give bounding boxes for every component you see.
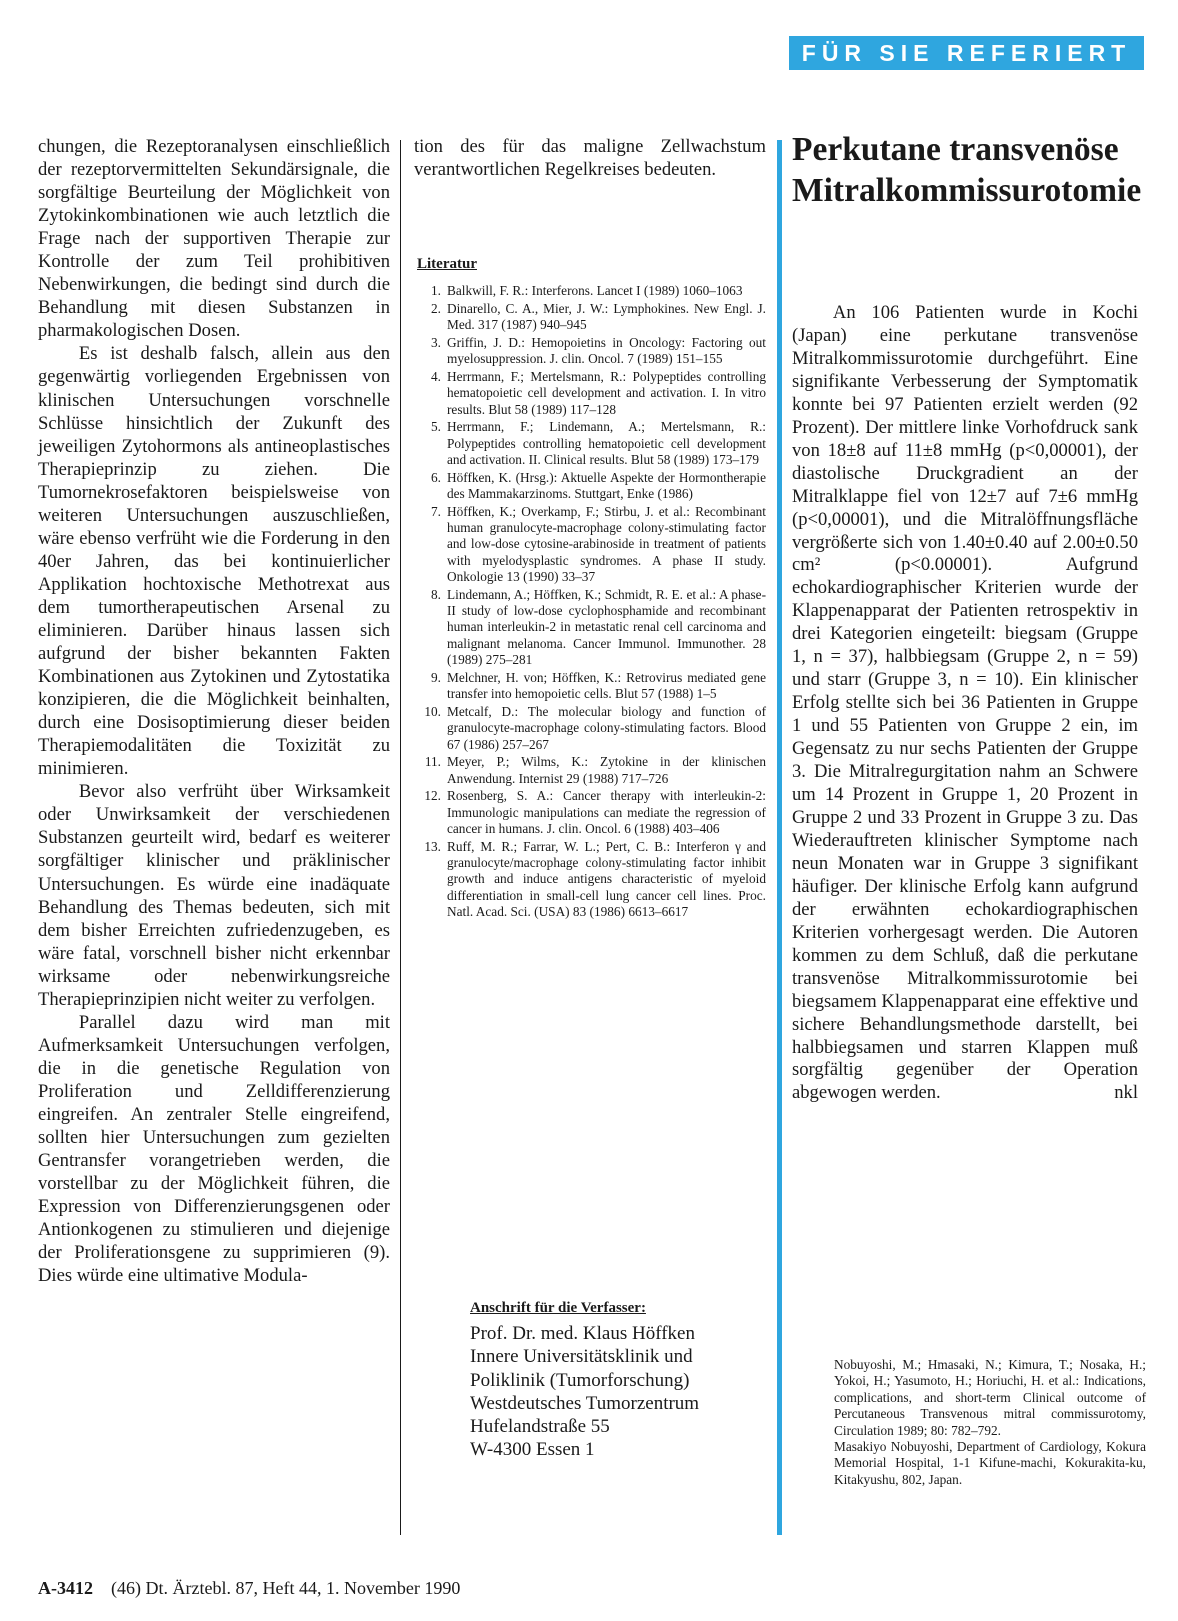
address-line: W-4300 Essen 1 bbox=[470, 1439, 595, 1461]
address-heading: Anschrift für die Verfasser: bbox=[470, 1300, 646, 1316]
address-line: Westdeutsches Tumorzentrum bbox=[470, 1392, 700, 1414]
reference-list bbox=[414, 283, 766, 922]
page-number: A-3412 bbox=[38, 1578, 93, 1598]
reference-item bbox=[414, 788, 766, 837]
reference-text: Griffin, J. D.: Hemopoietins in Oncology: Factoring out myelosuppression. J. clin. Oncol. 7 (1989) 151–155 bbox=[447, 334, 766, 367]
address-line: Poliklinik (Tumorforschung) bbox=[470, 1369, 690, 1391]
author-address bbox=[470, 1300, 770, 1462]
reference-number: 8. bbox=[431, 586, 441, 602]
reference-number: 4. bbox=[431, 368, 441, 384]
paragraph: Bevor also verfrüht über Wirksamkeit oder Unwirksamkeit der verschiedenen Substanzen geurteilt wird, bedarf es weiterer sorgfältiger klinischer und präklinischer Untersuchungen. Es würde eine inadäquate Behandlung des Themas bedeuten, sich mit dem bisher Erreichten zufriedenzugeben, es wäre fatal, vorschnell bisher nicht erkennbar wirksame oder nebenwirkungsreiche Therapieprinzipien nicht weiter zu verfolgen. bbox=[38, 781, 390, 1010]
reference-number: 13. bbox=[424, 838, 441, 854]
reference-text: Metcalf, D.: The molecular biology and function of granulocyte-macrophage colony-stimulating factors. Blood 67 (1986) 257–267 bbox=[447, 703, 766, 752]
reference-item bbox=[414, 754, 766, 787]
paragraph: Es ist deshalb falsch, allein aus den gegenwärtig vorliegenden Ergebnissen von klinischen Untersuchungen vorschnelle Schlüsse hinsichtlich der Zukunft des jeweiligen Zytohormons als antineoplastisches Therapieprinzip zu ziehen. Die Tumornekrosefaktoren beispielsweise von weiteren Untersuchungen auszuschließen, wäre ebenso verfrüht wie die Forderung in den 40er Jahren, das bei kontinuierlicher Applikation hochtoxische Methotrexat aus dem tumortherapeutischen Arsenal zu eliminieren. Darüber hinaus lassen sich aufgrund der bisher bekannten Fakten Kombinationen aus Zytokinen und Zytostatika konzipieren, die die Möglichkeit beinhalten, durch eine Dosisoptimierung dieser beiden Therapiemodalitäten die Toxizität zu minimieren. bbox=[38, 343, 390, 780]
reference-number: 1. bbox=[431, 283, 441, 298]
reference-number: 7. bbox=[431, 503, 441, 519]
reference-text: Herrmann, F.; Lindemann, A.; Mertelsmann, R.: Polypeptides controlling hematopoietic cell development and activation. II. Clinical results. Blut 58 (1989) 173–179 bbox=[447, 419, 766, 467]
reference-item bbox=[414, 470, 766, 503]
reference-item bbox=[414, 839, 766, 920]
reference-item bbox=[414, 504, 766, 585]
literature-heading: Literatur bbox=[417, 256, 477, 272]
reference-item bbox=[414, 419, 766, 468]
main-text-column bbox=[38, 135, 390, 1287]
reference-number: 11. bbox=[424, 754, 441, 770]
author-signature: nkl bbox=[1114, 1082, 1138, 1104]
reference-item bbox=[414, 704, 766, 753]
reference-number: 2. bbox=[431, 300, 441, 316]
reference-number: 12. bbox=[424, 788, 441, 804]
reference-text: Meyer, P.; Wilms, K.: Zytokine in der klinischen Anwendung. Internist 29 (1988) 717–726 bbox=[447, 754, 766, 786]
address-line: Prof. Dr. med. Klaus Höffken bbox=[470, 1323, 695, 1344]
reference-item bbox=[414, 587, 766, 668]
reference-text: Höffken, K.; Overkamp, F.; Stirbu, J. et al.: Recombinant human granulocyte-macrophage colony-stimulating factor and low-dose cytosine-arabinoside in treatment of patients with myelodysplastic syndromes. A phase II study. Onkologie 13 (1990) 33–37 bbox=[447, 503, 766, 585]
article-citation bbox=[834, 1357, 1146, 1488]
reference-item bbox=[414, 670, 766, 703]
reference-number: 9. bbox=[431, 669, 441, 685]
reference-text: Ruff, M. R.; Farrar, W. L.; Pert, C. B.: Interferon γ and granulocyte/macrophage colony-stimulating factor inhibit growth and induce antigens characteristic of myeloid differentiation in small-cell lung cancer cell lines. Proc. Natl. Acad. Sci. (USA) 83 (1986) 6613–6617 bbox=[447, 838, 766, 919]
reference-text: Höffken, K. (Hrsg.): Aktuelle Aspekte der Hormontherapie des Mammakarzinoms. Stuttgart, Enke (1986) bbox=[447, 469, 766, 502]
section-tag: FÜR SIE REFERIERT bbox=[789, 36, 1144, 70]
article-body-text: An 106 Patienten wurde in Kochi (Japan) eine perkutane transvenöse Mitralkommissurotomie durchgeführt. Eine signifikante Verbesserung der Symptomatik konnte bei 97 Patienten erzielt werden (92 Prozent). Der mittlere linke Vorhofdruck sank von 18±8 auf 11±8 mmHg (p<0,00001), der diastolische Druckgradient an der Mitralklappe fiel von 12±7 auf 7±6 mmHg (p<0,00001), und die Mitralöffnungsfläche vergrößerte sich von 1.40±0.40 auf 2.00±0.50 cm² (p<0.00001). Aufgrund echokardiographischer Kriterien wurde der Klappenapparat der Patienten retrospektiv in drei Kategorien eingeteilt: biegsam (Gruppe 1, n = 37), halbbiegsam (Gruppe 2, n = 59) und starr (Gruppe 3, n = 10). Ein klinischer Erfolg stellte sich bei 36 Patienten in Gruppe 1 und 55 Patienten von Gruppe 2 ein, im Gegensatz zu nur sechs Patienten der Gruppe 3. Die Mitralregurgitation nahm an Schwere um 14 Prozent in Gruppe 1, 20 Prozent in Gruppe 2 und 33 Prozent in Gruppe 3 zu. Das Wiederauftreten klinischer Symptome nach neun Monaten war in Gruppe 3 signifikant häufiger. Der klinische Erfolg kann aufgrund der erwähnten echokardiographischen Kriterien vorhergesagt werden. Die Autoren kommen zu dem Schluß, daß die perkutane transvenöse Mitralkommissurotomie bei biegsamem Klappenapparat eine effektive und sichere Behandlungsmethode darstellt, bei halbbiegsamen und starren Klappen muß sorgfältig gegenüber der Operation abgewogen werden. bbox=[792, 302, 1138, 1104]
paragraph: Parallel dazu wird man mit Aufmerksamkeit Untersuchungen verfolgen, die in die genetische Regulation von Proliferation und Zelldifferenzierung eingreifen. An zentraler Stelle eingreifend, sollten hier Untersuchungen zum gezielten Gentransfer vorangetrieben werden, die vorstellbar zu der Möglichkeit führen, die Expression von Differenzierungsgenen oder Antionkogenen zu stimulieren und diejenige der Proliferationsgene zu supprimieren (9). Dies würde eine ultimative Modula- bbox=[38, 1011, 390, 1287]
reference-item bbox=[414, 301, 766, 334]
page-footer bbox=[38, 1578, 460, 1599]
reference-number: 3. bbox=[431, 334, 441, 350]
reference-text: Lindemann, A.; Höffken, K.; Schmidt, R. E. et al.: A phase-II study of low-dose cyclophosphamide and recombinant human interleukin-2 in metastatic renal cell carcinoma and malignant melanoma. Cancer Immunol. Immunother. 28 (1989) 275–281 bbox=[447, 586, 766, 668]
address-line: Hufelandstraße 55 bbox=[470, 1416, 610, 1438]
reference-text: Herrmann, F.; Mertelsmann, R.: Polypeptides controlling hematopoietic cell development and activation. I. In vitro results. Blut 58 (1989) 117–128 bbox=[447, 368, 766, 417]
reference-text: Balkwill, F. R.: Interferons. Lancet I (1989) 1060–1063 bbox=[447, 283, 743, 298]
reference-number: 5. bbox=[431, 419, 441, 435]
reference-text: Rosenberg, S. A.: Cancer therapy with interleukin-2: Immunologic manipulations can mediate the regression of cancer in humans. J. clin. Oncol. 6 (1988) 403–406 bbox=[447, 788, 766, 836]
article-divider-bar bbox=[777, 140, 782, 1535]
address-line: Innere Universitätsklinik und bbox=[470, 1346, 693, 1368]
citation-reference: Nobuyoshi, M.; Hmasaki, N.; Kimura, T.; Nosaka, H.; Yokoi, H.; Yasumoto, H.; Horiuchi, H. et al.: Indications, complications, and short-term Clinical outcome of Percutaneous Transvenous mitral commissurotomy, Circulation 1989; 80: 782–792. bbox=[834, 1357, 1146, 1438]
reference-text: Melchner, H. von; Höffken, K.: Retrovirus mediated gene transfer into hemopoietic cells. Blut 57 (1988) 1–5 bbox=[447, 669, 766, 702]
reference-number: 10. bbox=[424, 703, 441, 719]
paragraph: tion des für das maligne Zellwachstum verantwortlichen Regelkreises bedeuten. bbox=[414, 136, 766, 181]
reference-item bbox=[414, 335, 766, 368]
article-title: Perkutane transvenöse Mitralkommissurotomie bbox=[792, 131, 1142, 209]
citation-address: Masakiyo Nobuyoshi, Department of Cardiology, Kokura Memorial Hospital, 1-1 Kifune-machi, Kokurakita-ku, Kitakyushu, 802, Japan. bbox=[834, 1439, 1146, 1487]
reference-item bbox=[414, 369, 766, 418]
reference-item bbox=[414, 283, 766, 299]
article-body bbox=[792, 302, 1138, 1105]
reference-text: Dinarello, C. A., Mier, J. W.: Lymphokines. New Engl. J. Med. 317 (1987) 940–945 bbox=[447, 300, 766, 333]
column-divider bbox=[400, 140, 401, 1535]
reference-number: 6. bbox=[431, 469, 441, 485]
issue-info: (46) Dt. Ärztebl. 87, Heft 44, 1. November 1990 bbox=[111, 1578, 461, 1598]
paragraph: chungen, die Rezeptoranalysen einschließlich der rezeptorvermittelten Sekundärsignale, die sorgfältige Beurteilung der Möglichkeit von Zytokinkombinationen wie auch letztlich die Frage nach der supportiven Therapie zur Kontrolle der zum Teil prohibitiven Nebenwirkungen, die bedingt sind durch die Behandlung mit diesen Substanzen in pharmakologischen Dosen. bbox=[38, 136, 390, 342]
